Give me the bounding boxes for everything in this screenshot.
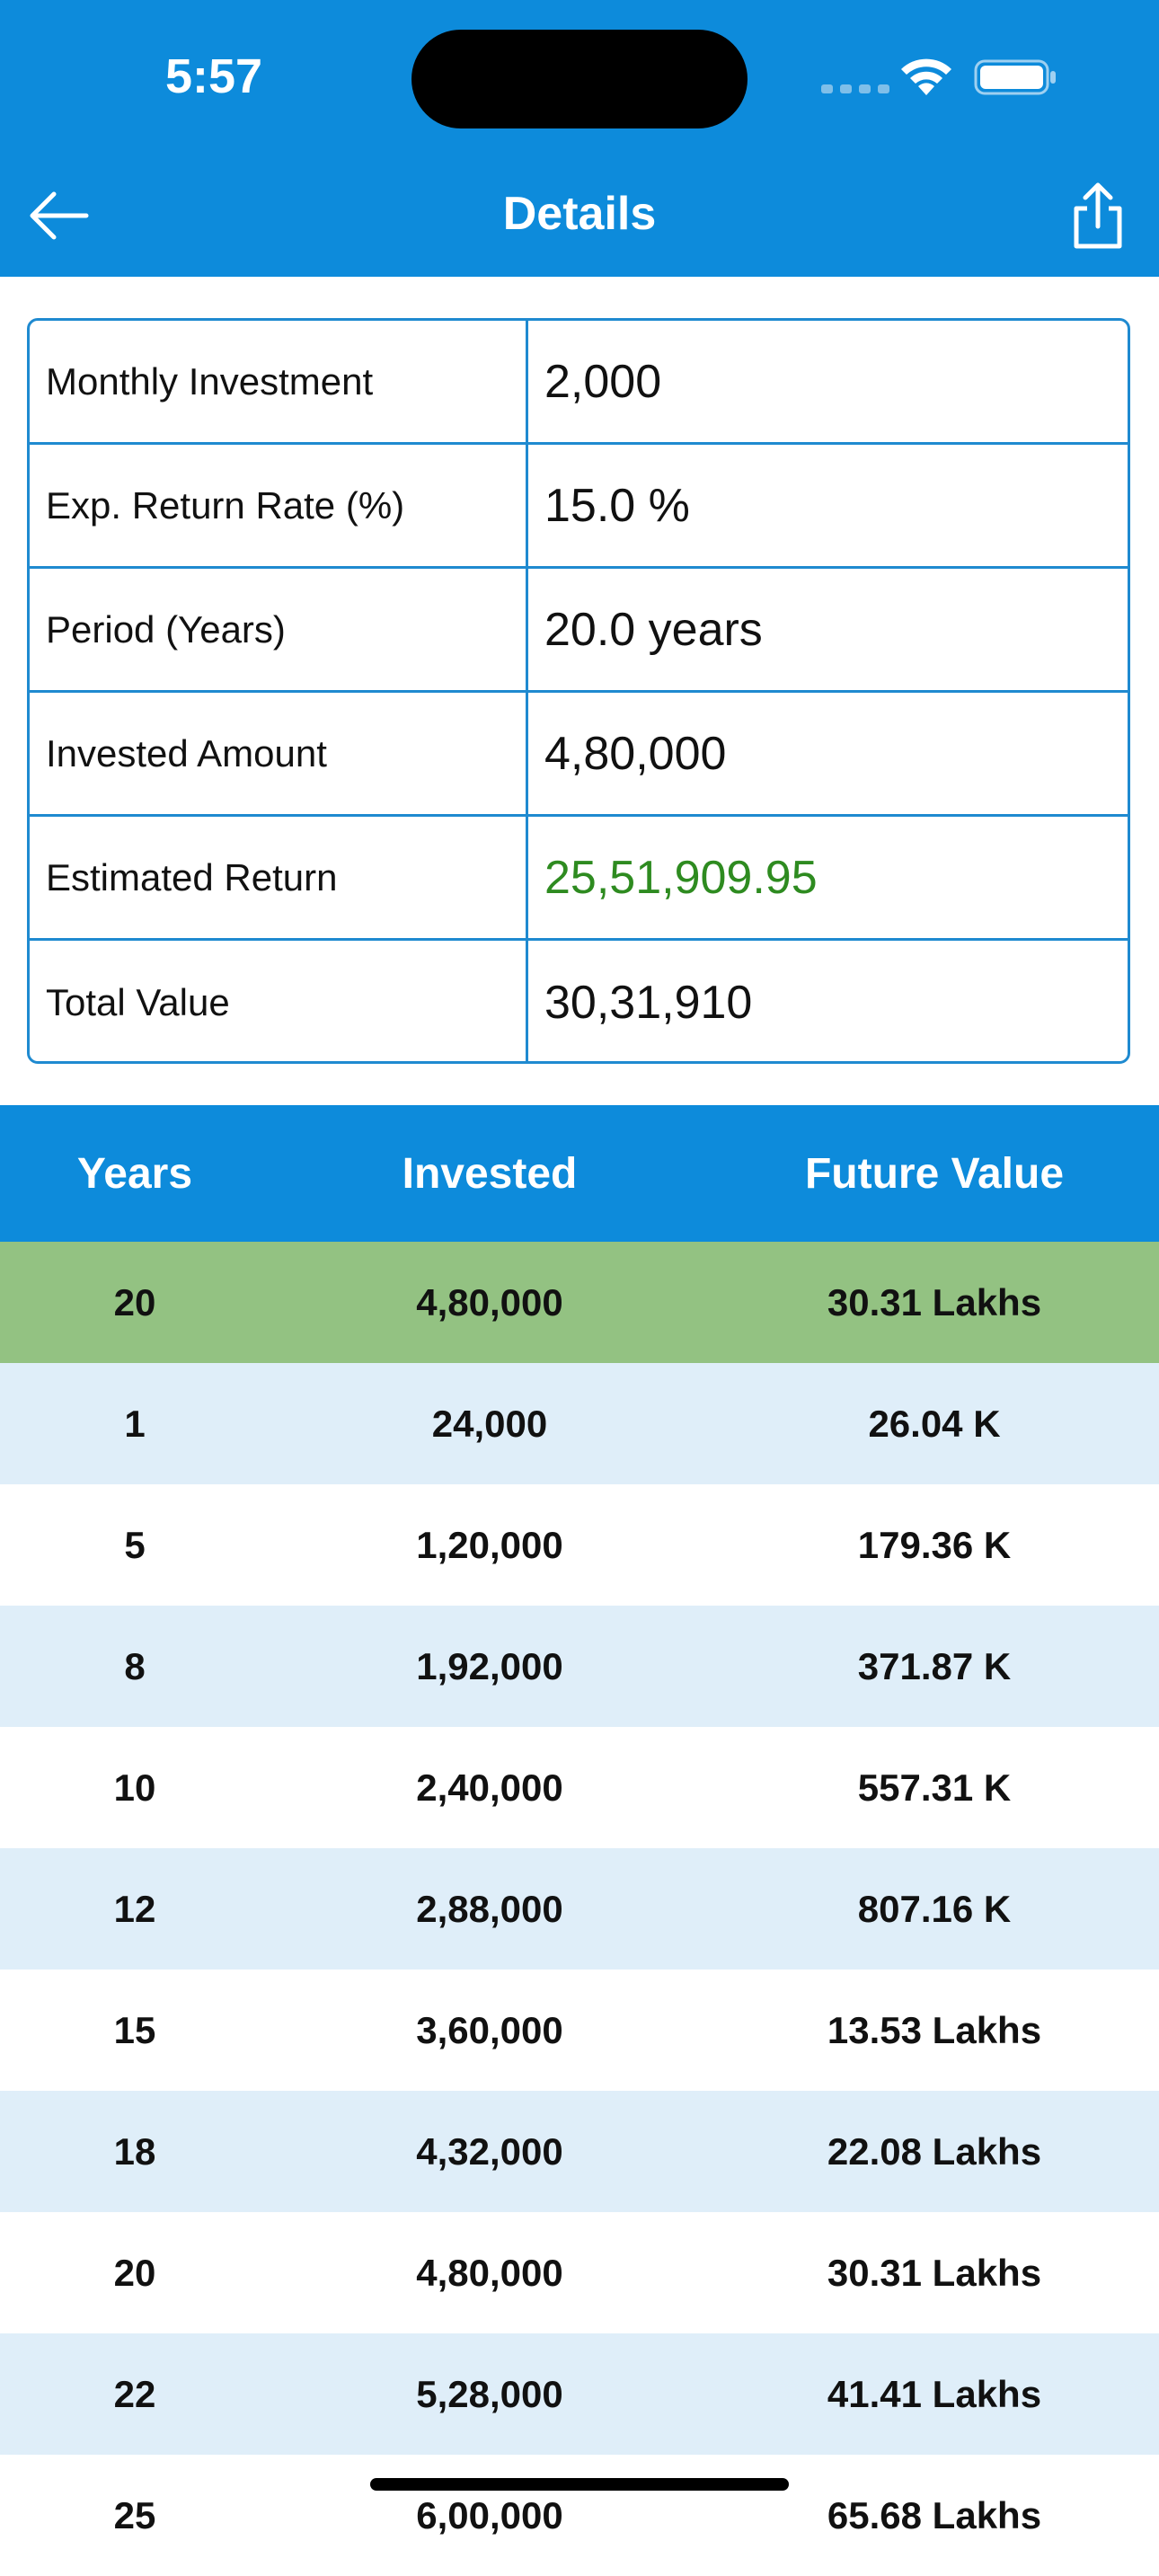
- cell-years: 18: [113, 2129, 156, 2173]
- header-future-value: Future Value: [804, 1149, 1065, 1198]
- dynamic-island: [411, 30, 748, 128]
- battery-icon: [974, 59, 1058, 95]
- summary-label: Exp. Return Rate (%): [30, 445, 528, 566]
- cell-years: 5: [124, 1523, 146, 1566]
- cell-invested: 6,00,000: [416, 2493, 563, 2536]
- cell-years: 22: [113, 2372, 156, 2415]
- cell-years: 8: [124, 1644, 146, 1687]
- cell-years: 1: [124, 1402, 146, 1445]
- table-row: [0, 1606, 1159, 1727]
- table-row: [0, 1848, 1159, 1970]
- share-icon[interactable]: [1069, 180, 1127, 252]
- table-row: [0, 1727, 1159, 1848]
- table-row: [0, 2333, 1159, 2455]
- summary-row-return-rate: [30, 445, 1128, 569]
- cell-invested: 3,60,000: [416, 2008, 563, 2051]
- cell-invested: 1,20,000: [416, 1523, 563, 1566]
- cell-future-value: 22.08 Lakhs: [827, 2129, 1042, 2173]
- header-years: Years: [76, 1149, 193, 1198]
- table-row: [0, 2455, 1159, 2576]
- header-invested: Invested: [402, 1149, 578, 1198]
- cell-future-value: 179.36 K: [857, 1523, 1012, 1566]
- table-header: [0, 1105, 1159, 1242]
- cell-future-value: 65.68 Lakhs: [827, 2493, 1042, 2536]
- cell-years: 12: [113, 1887, 156, 1930]
- cell-future-value: 557.31 K: [857, 1766, 1012, 1809]
- summary-value: 20.0 years: [544, 603, 763, 656]
- home-indicator[interactable]: [370, 2478, 789, 2491]
- cell-invested: 4,80,000: [416, 1280, 563, 1323]
- summary-value: 15.0 %: [544, 479, 690, 532]
- cell-future-value: 26.04 K: [868, 1402, 1001, 1445]
- summary-label: Total Value: [30, 941, 528, 1064]
- summary-value: 2,000: [544, 355, 662, 408]
- summary-row-invested-amount: [30, 693, 1128, 817]
- cell-years: 20: [113, 1280, 156, 1323]
- cell-years: 20: [113, 2251, 156, 2294]
- table-row: [0, 1484, 1159, 1606]
- cell-invested: 4,80,000: [416, 2251, 563, 2294]
- summary-row-total-value: [30, 941, 1128, 1064]
- cell-invested: 24,000: [431, 1402, 548, 1445]
- summary-label: Period (Years): [30, 569, 528, 690]
- cell-years: 25: [113, 2493, 156, 2536]
- page-title: Details: [502, 188, 657, 240]
- table-row: [0, 2091, 1159, 2212]
- top-bar: [0, 0, 1159, 277]
- cell-future-value: 30.31 Lakhs: [827, 2251, 1042, 2294]
- table-row: [0, 2212, 1159, 2333]
- growth-table[interactable]: [0, 1242, 1159, 2576]
- summary-row-period: [30, 569, 1128, 693]
- cell-future-value: 30.31 Lakhs: [827, 1280, 1042, 1323]
- table-row: [0, 1970, 1159, 2091]
- table-row: [0, 1242, 1159, 1363]
- cell-future-value: 371.87 K: [857, 1644, 1012, 1687]
- table-row: [0, 1363, 1159, 1484]
- cell-years: 10: [113, 1766, 156, 1809]
- cellular-signal-icon: [821, 84, 889, 93]
- cell-years: 15: [113, 2008, 156, 2051]
- summary-label: Estimated Return: [30, 817, 528, 938]
- summary-label: Invested Amount: [30, 693, 528, 814]
- cell-future-value: 41.41 Lakhs: [827, 2372, 1042, 2415]
- summary-row-monthly-investment: [30, 321, 1128, 445]
- summary-value: 4,80,000: [544, 727, 727, 780]
- cell-invested: 2,88,000: [416, 1887, 563, 1930]
- wifi-icon: [897, 54, 956, 99]
- summary-value: 25,51,909.95: [544, 851, 818, 904]
- status-time: 5:57: [165, 49, 263, 103]
- cell-invested: 4,32,000: [416, 2129, 563, 2173]
- cell-invested: 2,40,000: [416, 1766, 563, 1809]
- cell-future-value: 13.53 Lakhs: [827, 2008, 1042, 2051]
- summary-row-estimated-return: [30, 817, 1128, 941]
- summary-value: 30,31,910: [544, 977, 753, 1029]
- cell-invested: 1,92,000: [416, 1644, 563, 1687]
- cell-invested: 5,28,000: [416, 2372, 563, 2415]
- cell-future-value: 807.16 K: [857, 1887, 1012, 1930]
- summary-table: [27, 318, 1130, 1064]
- summary-label: Monthly Investment: [30, 321, 528, 442]
